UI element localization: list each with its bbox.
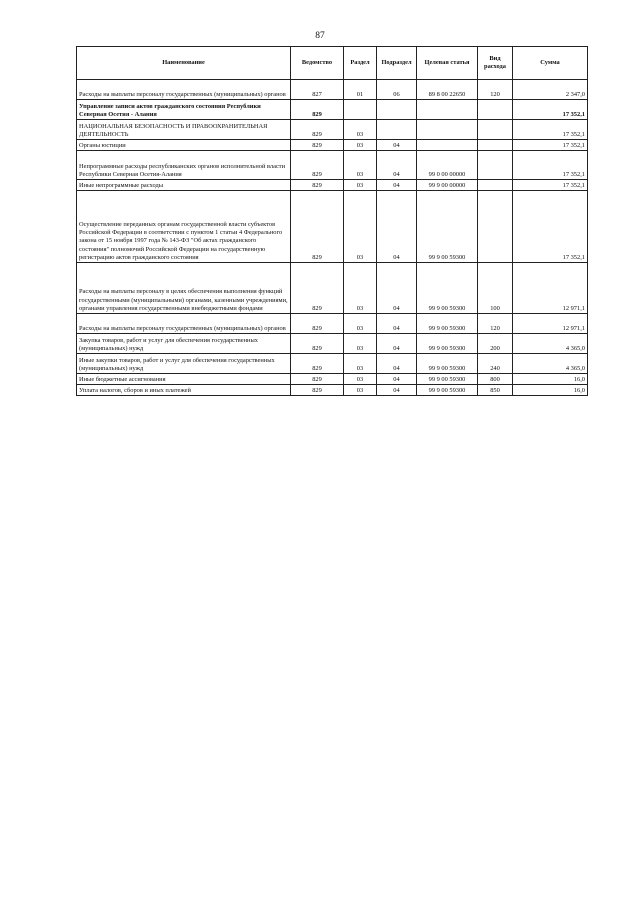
cell-dept: 829 xyxy=(291,140,344,151)
table-row xyxy=(77,140,588,151)
cell-sum: 4 365,0 xyxy=(513,354,588,374)
header-row xyxy=(77,47,588,80)
cell-expense: 200 xyxy=(478,334,513,354)
cell-dept: 829 xyxy=(291,314,344,334)
cell-target: 99 9 00 00000 xyxy=(417,180,478,191)
cell-sum: 12 971,1 xyxy=(513,314,588,334)
cell-name: Непрограммные расходы республиканских органов исполнительной власти Республики Северная Осетия-Алания xyxy=(77,151,291,180)
cell-dept: 829 xyxy=(291,180,344,191)
cell-sum: 2 347,0 xyxy=(513,80,588,100)
cell-sum: 12 971,1 xyxy=(513,263,588,314)
cell-sum: 4 365,0 xyxy=(513,334,588,354)
cell-target: 99 9 00 59300 xyxy=(417,314,478,334)
cell-expense: 850 xyxy=(478,385,513,396)
cell-name: Уплата налогов, сборов и иных платежей xyxy=(77,385,291,396)
cell-sum: 16,0 xyxy=(513,374,588,385)
cell-section: 03 xyxy=(344,314,377,334)
cell-dept: 829 xyxy=(291,100,344,120)
cell-sum: 17 352,1 xyxy=(513,180,588,191)
cell-subsection xyxy=(377,100,417,120)
cell-expense xyxy=(478,180,513,191)
table-row xyxy=(77,191,588,263)
cell-dept: 829 xyxy=(291,334,344,354)
cell-dept: 829 xyxy=(291,191,344,263)
cell-subsection: 04 xyxy=(377,385,417,396)
cell-target xyxy=(417,100,478,120)
table-row xyxy=(77,354,588,374)
table-row xyxy=(77,151,588,180)
cell-expense: 800 xyxy=(478,374,513,385)
cell-target: 99 0 00 00000 xyxy=(417,151,478,180)
table-row xyxy=(77,334,588,354)
cell-section: 03 xyxy=(344,180,377,191)
cell-dept: 829 xyxy=(291,374,344,385)
cell-expense xyxy=(478,140,513,151)
cell-section xyxy=(344,100,377,120)
cell-dept: 827 xyxy=(291,80,344,100)
cell-sum: 17 352,1 xyxy=(513,120,588,140)
header-dept: Ведомство xyxy=(291,47,344,80)
cell-target: 99 9 00 59300 xyxy=(417,334,478,354)
table-row xyxy=(77,80,588,100)
table-row xyxy=(77,180,588,191)
header-subsection: Подраздел xyxy=(377,47,417,80)
cell-section: 03 xyxy=(344,191,377,263)
cell-section: 03 xyxy=(344,263,377,314)
cell-section: 03 xyxy=(344,385,377,396)
cell-target: 99 9 00 59300 xyxy=(417,385,478,396)
cell-dept: 829 xyxy=(291,385,344,396)
page-number: 87 xyxy=(315,31,325,41)
cell-sum: 16,0 xyxy=(513,385,588,396)
cell-subsection: 04 xyxy=(377,334,417,354)
cell-subsection: 04 xyxy=(377,374,417,385)
cell-target: 99 9 00 59300 xyxy=(417,191,478,263)
cell-name: Осуществление переданных органам государственной власти субъектов Российской Федерации в соответствии с пунктом 1 статьи 4 Федерального закона от 15 ноября 1997 года № 143-ФЗ "Об актах гражданского состояния" полномочий Российской Федерации на государственную регистрацию актов гражданского состояния xyxy=(77,191,291,263)
cell-section: 03 xyxy=(344,140,377,151)
cell-subsection xyxy=(377,120,417,140)
cell-section: 01 xyxy=(344,80,377,100)
cell-name: Расходы на выплаты персоналу государственных (муниципальных) органов xyxy=(77,80,291,100)
table-row xyxy=(77,385,588,396)
cell-target: 99 9 00 59300 xyxy=(417,374,478,385)
cell-expense xyxy=(478,100,513,120)
cell-expense: 100 xyxy=(478,263,513,314)
cell-name: Иные бюджетные ассигнования xyxy=(77,374,291,385)
header-sum: Сумма xyxy=(513,47,588,80)
table-row xyxy=(77,100,588,120)
header-name: Наименование xyxy=(77,47,291,80)
header-section: Раздел xyxy=(344,47,377,80)
cell-section: 03 xyxy=(344,151,377,180)
cell-subsection: 04 xyxy=(377,191,417,263)
cell-section: 03 xyxy=(344,354,377,374)
cell-dept: 829 xyxy=(291,354,344,374)
cell-dept: 829 xyxy=(291,151,344,180)
cell-subsection: 04 xyxy=(377,151,417,180)
cell-target: 99 9 00 59300 xyxy=(417,354,478,374)
cell-subsection: 06 xyxy=(377,80,417,100)
header-expense: Вид расхода xyxy=(478,47,513,80)
cell-subsection: 04 xyxy=(377,180,417,191)
cell-target: 89 8 00 22650 xyxy=(417,80,478,100)
cell-expense xyxy=(478,120,513,140)
cell-name: Управление записи актов гражданского состояния Республики Северная Осетия - Алания xyxy=(77,100,291,120)
cell-expense: 120 xyxy=(478,80,513,100)
cell-section: 03 xyxy=(344,334,377,354)
header-target: Целевая статья xyxy=(417,47,478,80)
cell-name: Расходы на выплаты персоналу в целях обеспечения выполнения функций государственными (муниципальными) органами, казенными учреждениями, органами управления государственными внебюджетными фондами xyxy=(77,263,291,314)
cell-sum: 17 352,1 xyxy=(513,140,588,151)
table-body xyxy=(77,80,588,396)
cell-target xyxy=(417,120,478,140)
cell-name: НАЦИОНАЛЬНАЯ БЕЗОПАСНОСТЬ И ПРАВООХРАНИТЕЛЬНАЯ ДЕЯТЕЛЬНОСТЬ xyxy=(77,120,291,140)
cell-sum: 17 352,1 xyxy=(513,191,588,263)
cell-expense: 240 xyxy=(478,354,513,374)
cell-subsection: 04 xyxy=(377,140,417,151)
table-row xyxy=(77,120,588,140)
cell-subsection: 04 xyxy=(377,354,417,374)
cell-target: 99 9 00 59300 xyxy=(417,263,478,314)
cell-name: Иные закупки товаров, работ и услуг для обеспечения государственных (муниципальных) нужд xyxy=(77,354,291,374)
budget-table xyxy=(76,46,588,396)
cell-name: Расходы на выплаты персоналу государственных (муниципальных) органов xyxy=(77,314,291,334)
cell-expense xyxy=(478,151,513,180)
table-row xyxy=(77,263,588,314)
cell-section: 03 xyxy=(344,374,377,385)
cell-section: 03 xyxy=(344,120,377,140)
table-row xyxy=(77,314,588,334)
table-row xyxy=(77,374,588,385)
cell-dept: 829 xyxy=(291,263,344,314)
cell-subsection: 04 xyxy=(377,314,417,334)
cell-name: Закупка товаров, работ и услуг для обеспечения государственных (муниципальных) нужд xyxy=(77,334,291,354)
cell-expense: 120 xyxy=(478,314,513,334)
cell-name: Органы юстиции xyxy=(77,140,291,151)
cell-target xyxy=(417,140,478,151)
cell-expense xyxy=(478,191,513,263)
cell-name: Иные непрограммные расходы xyxy=(77,180,291,191)
cell-dept: 829 xyxy=(291,120,344,140)
cell-sum: 17 352,1 xyxy=(513,100,588,120)
cell-sum: 17 352,1 xyxy=(513,151,588,180)
cell-subsection: 04 xyxy=(377,263,417,314)
